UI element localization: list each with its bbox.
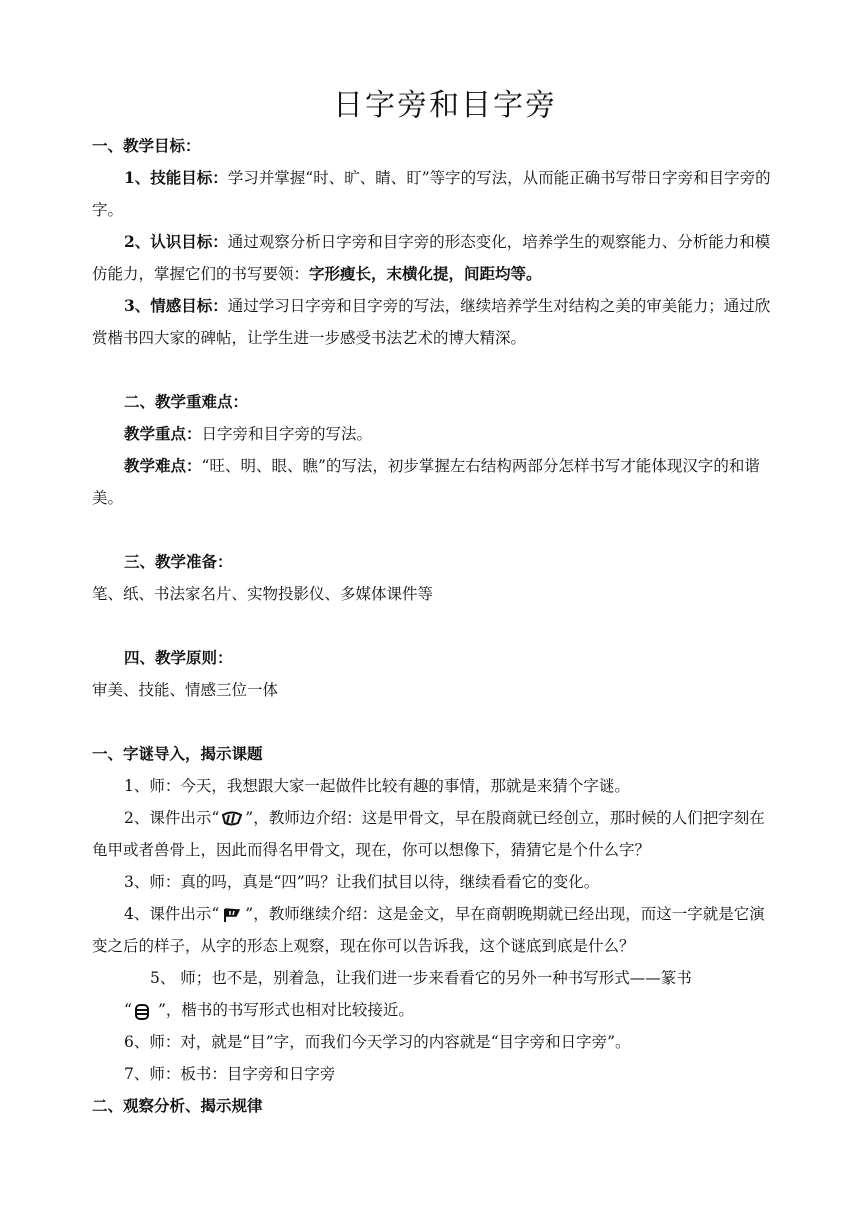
process-step-5: 5、 师；也不是，别着急，让我们进一步来看看它的另外一种书写形式——篆书 [150, 969, 692, 987]
process-step-7: 7、师：板书：目字旁和日字旁 [124, 1065, 336, 1083]
process-step-4-text: ”，教师继续介绍：这是金文，早在商朝晚期就已经出现，而这一字就是它演变之后的样子，从字的形态上观察，现在你可以告诉我，这个谜底到底是什么？ [92, 905, 765, 955]
section-heading-goals: 一、教学目标： [92, 136, 201, 155]
process-step-3: 3、师：真的吗，真是“四”吗？让我们拭目以待，继续看看它的变化。 [124, 873, 600, 891]
process-step-5-cont [92, 994, 772, 1026]
principles-text: 审美、技能、情感三位一体 [92, 681, 279, 699]
difficult-point [92, 450, 772, 514]
process-heading-1: 一、字谜导入，揭示课题 [92, 744, 263, 763]
section-heading-preparation: 三、教学准备： [124, 552, 233, 571]
goal-skill-label: 1、技能目标： [124, 168, 228, 187]
goal-cognition [92, 226, 772, 290]
process-step-4 [92, 898, 772, 962]
difficult-point-text: “旺、明、眼、瞧”的写法，初步掌握左右结构两部分怎样书写才能体现汉字的和谐美。 [92, 457, 760, 507]
process-step-2 [92, 802, 772, 866]
document-title: 日字旁和目字旁 [333, 88, 557, 123]
process-step-5-lead: “ [124, 1001, 132, 1019]
bronze-script-eye-icon [221, 907, 243, 923]
goal-cognition-key: 字形瘦长，末横化提，间距均等。 [309, 264, 542, 283]
process-step-2-text: ”，教师边介绍：这是甲骨文，早在殷商就已经创立，那时候的人们把字刻在龟甲或者兽骨上，因此而得名甲骨文，现在，你可以想像下，猜猜它是个什么字？ [92, 809, 765, 859]
goal-emotion [92, 290, 772, 354]
key-point-label: 教学重点： [124, 424, 202, 443]
preparation-text: 笔、纸、书法家名片、实物投影仪、多媒体课件等 [92, 585, 434, 603]
process-heading-2: 二、观察分析、揭示规律 [92, 1096, 263, 1115]
oracle-bone-eye-icon [221, 811, 243, 827]
goal-emotion-label: 3、情感目标： [124, 296, 228, 315]
key-point [92, 418, 772, 450]
process-step-1: 1、师：今天，我想跟大家一起做件比较有趣的事情，那就是来猜个字谜。 [124, 777, 630, 795]
process-step-2-lead: 2、课件出示“ [124, 809, 220, 827]
section-heading-key-points: 二、教学重难点： [124, 392, 249, 411]
document-body [92, 130, 772, 1122]
goal-cognition-text: 通过观察分析日字旁和目字旁的形态变化，培养学生的观察能力、分析能力和模仿能力，掌握它们的书写要领： [92, 233, 771, 283]
key-point-text: 日字旁和目字旁的写法。 [201, 425, 373, 443]
process-step-6: 6、师：对，就是“目”字，而我们今天学习的内容就是“目字旁和日字旁”。 [124, 1033, 631, 1051]
goal-emotion-text: 通过学习日字旁和目字旁的写法，继续培养学生对结构之美的审美能力；通过欣赏楷书四大家的碑帖，让学生进一步感受书法艺术的博大精深。 [92, 297, 771, 347]
goal-cognition-label: 2、认识目标： [124, 232, 228, 251]
difficult-point-label: 教学难点： [124, 456, 202, 475]
goal-skill [92, 162, 772, 226]
process-step-4-lead: 4、课件出示“ [124, 905, 220, 923]
goal-skill-text: 学习并掌握“时、旷、睛、盯”等字的写法，从而能正确书写带日字旁和目字旁的字。 [92, 169, 771, 219]
process-step-5-text: ”，楷书的书写形式也相对比较接近。 [157, 1001, 414, 1019]
seal-script-eye-icon [134, 1003, 156, 1019]
section-heading-principles: 四、教学原则： [124, 648, 233, 667]
